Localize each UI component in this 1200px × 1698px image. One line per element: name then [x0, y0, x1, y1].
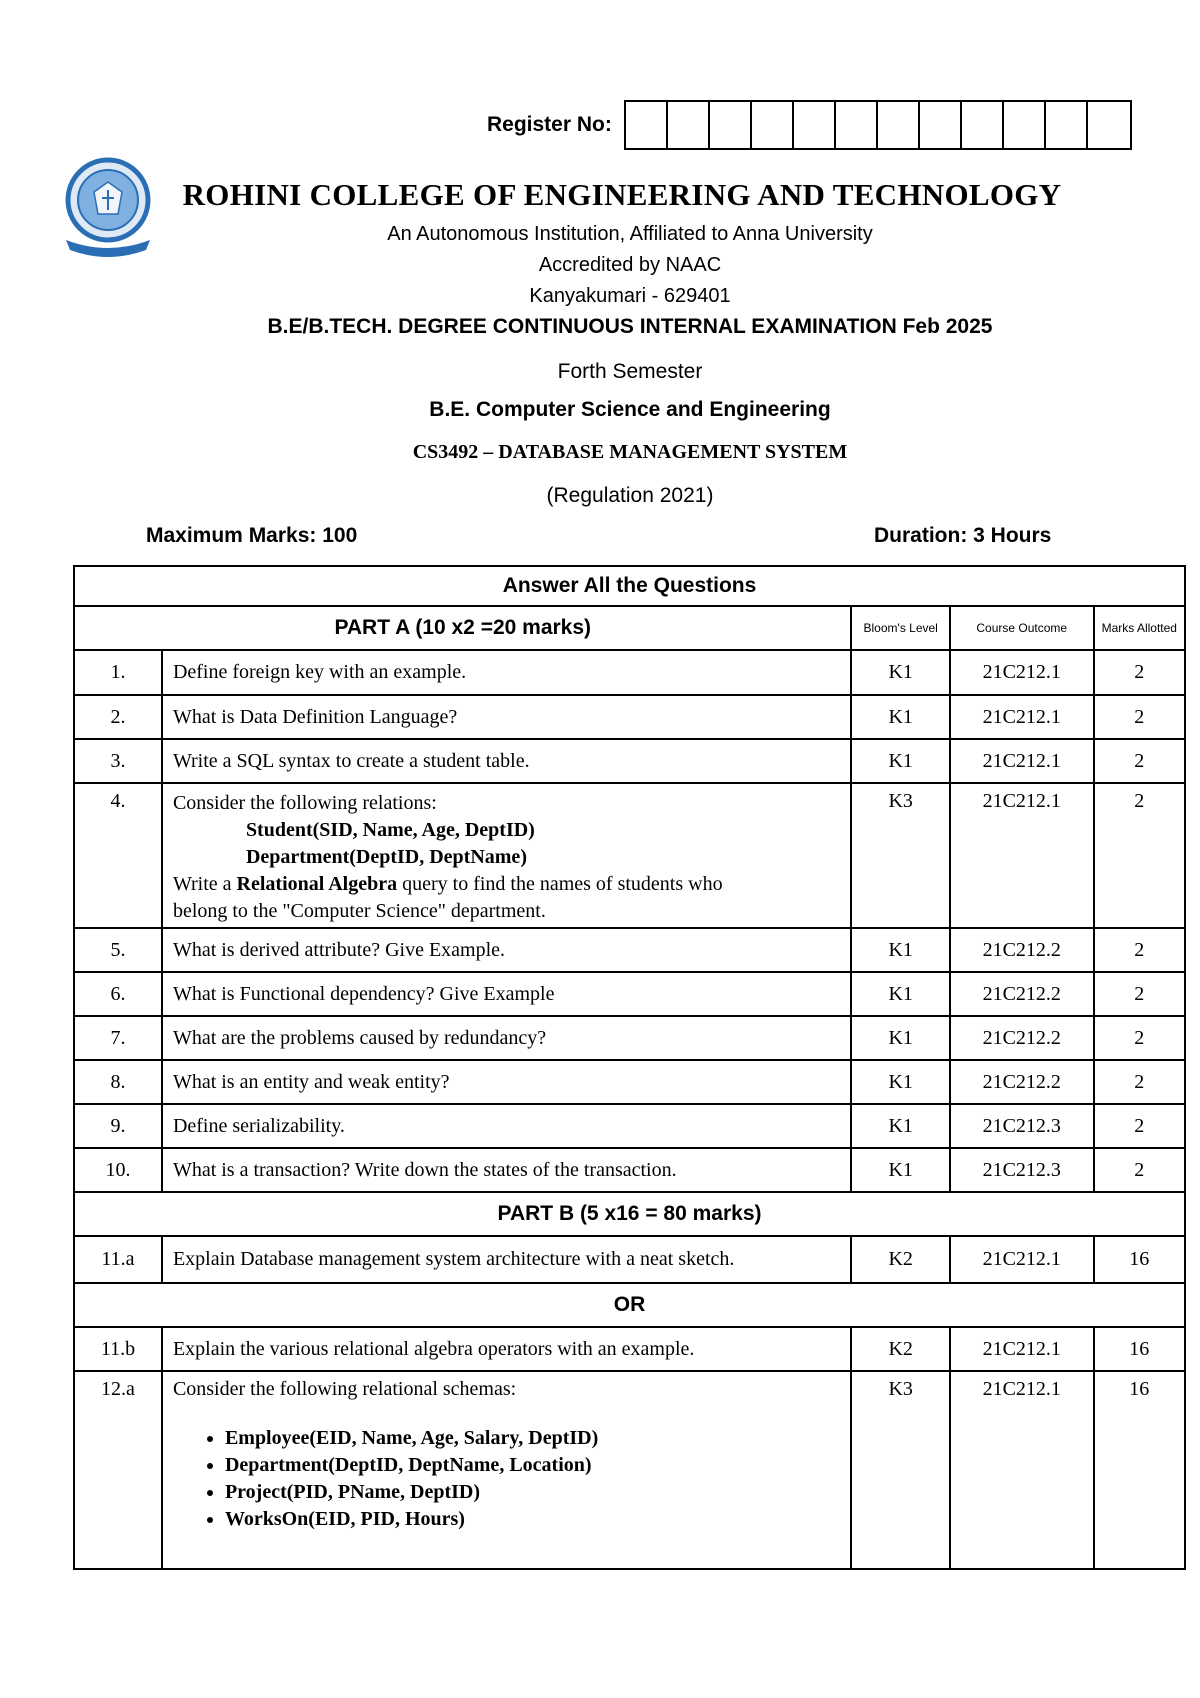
- question-number: 5.: [74, 928, 162, 972]
- blooms-level: K1: [851, 739, 949, 783]
- table-row: [74, 1060, 1185, 1104]
- blooms-level: K1: [851, 695, 949, 739]
- list-item: • Project(PID, PName, DeptID): [225, 1479, 841, 1506]
- question-number: 1.: [74, 650, 162, 695]
- question-text: What are the problems caused by redundancy?: [162, 1016, 852, 1060]
- question-text: What is an entity and weak entity?: [162, 1060, 852, 1104]
- part-a-title: PART A (10 x2 =20 marks): [74, 606, 851, 650]
- marks: 2: [1094, 1016, 1185, 1060]
- q12a-intro: Consider the following relational schemas:: [172, 1378, 517, 1400]
- register-digit-box[interactable]: [710, 102, 752, 148]
- table-row: [74, 1236, 1185, 1283]
- register-number-boxes[interactable]: [624, 100, 1132, 150]
- question-number: 12.a: [74, 1371, 162, 1569]
- question-text: What is Functional dependency? Give Example: [162, 972, 852, 1016]
- q4-write-post: query to find the names of students who: [397, 873, 723, 895]
- register-digit-box[interactable]: [962, 102, 1004, 148]
- register-digit-box[interactable]: [1004, 102, 1046, 148]
- question-text: Define serializability.: [162, 1104, 852, 1148]
- blooms-level: K3: [851, 1371, 949, 1569]
- marks: 2: [1094, 1148, 1185, 1192]
- register-digit-box[interactable]: [878, 102, 920, 148]
- course-outcome-header: Course Outcome: [950, 606, 1094, 650]
- table-row: [74, 1327, 1185, 1371]
- duration: Duration: 3 Hours: [874, 524, 1052, 547]
- question-text: Explain the various relational algebra operators with an example.: [162, 1327, 852, 1371]
- answer-all-row: [74, 566, 1185, 606]
- marks: 2: [1094, 695, 1185, 739]
- semester: Forth Semester: [557, 360, 703, 383]
- college-name: ROHINI COLLEGE OF ENGINEERING AND TECHNOLOGY: [182, 177, 1062, 212]
- table-row: [74, 1104, 1185, 1148]
- marks: 16: [1094, 1327, 1185, 1371]
- question-number: 7.: [74, 1016, 162, 1060]
- table-row: [74, 739, 1185, 783]
- question-text: What is Data Definition Language?: [162, 695, 852, 739]
- question-table: [73, 565, 1186, 1570]
- register-digit-box[interactable]: [1088, 102, 1130, 148]
- affiliation-line: An Autonomous Institution, Affiliated to Anna University: [387, 223, 873, 245]
- q4-write-line: [173, 871, 841, 898]
- question-text: Write a SQL syntax to create a student table.: [162, 739, 852, 783]
- register-digit-box[interactable]: [1046, 102, 1088, 148]
- q4-write-bold: Relational Algebra: [236, 873, 398, 895]
- blooms-level: K1: [851, 972, 949, 1016]
- marks: 2: [1094, 1104, 1185, 1148]
- register-number-label: Register No:: [487, 113, 612, 136]
- blooms-level: K1: [851, 650, 949, 695]
- question-number: 4.: [74, 783, 162, 928]
- course-outcome: 21C212.2: [950, 972, 1094, 1016]
- list-item: • Employee(EID, Name, Age, Salary, DeptID): [225, 1425, 841, 1452]
- register-number-block: [487, 100, 1132, 150]
- department: B.E. Computer Science and Engineering: [429, 398, 831, 421]
- question-number: 10.: [74, 1148, 162, 1192]
- answer-all-heading: Answer All the Questions: [74, 566, 1185, 606]
- marks: 2: [1094, 1060, 1185, 1104]
- regulation: (Regulation 2021): [546, 484, 714, 507]
- blooms-level: K1: [851, 928, 949, 972]
- course-outcome: 21C212.1: [950, 1236, 1094, 1283]
- blooms-level: K1: [851, 1016, 949, 1060]
- question-number: 11.b: [74, 1327, 162, 1371]
- course-outcome: 21C212.2: [950, 1060, 1094, 1104]
- question-text: Explain Database management system architecture with a neat sketch.: [162, 1236, 852, 1283]
- blooms-level: K2: [851, 1327, 949, 1371]
- table-row: [74, 650, 1185, 695]
- q4-intro: Consider the following relations:: [172, 792, 437, 814]
- question-number: 11.a: [74, 1236, 162, 1283]
- location-line: Kanyakumari - 629401: [529, 285, 731, 307]
- marks: 2: [1094, 783, 1185, 928]
- table-row: [74, 783, 1185, 928]
- marks-allotted-header: Marks Allotted: [1094, 606, 1185, 650]
- question-number: 6.: [74, 972, 162, 1016]
- question-text: [162, 783, 852, 928]
- marks: 16: [1094, 1236, 1185, 1283]
- list-item: • Department(DeptID, DeptName, Location): [225, 1452, 841, 1479]
- register-digit-box[interactable]: [752, 102, 794, 148]
- marks: 2: [1094, 739, 1185, 783]
- list-item: • WorksOn(EID, PID, Hours): [225, 1506, 841, 1533]
- marks: 2: [1094, 650, 1185, 695]
- table-row: [74, 695, 1185, 739]
- question-number: 3.: [74, 739, 162, 783]
- table-row: [74, 1371, 1185, 1569]
- question-text: [162, 1371, 852, 1569]
- table-row: [74, 972, 1185, 1016]
- q4-relation-department: Department(DeptID, DeptName): [245, 846, 527, 868]
- marks: 2: [1094, 928, 1185, 972]
- course-outcome: 21C212.1: [950, 1327, 1094, 1371]
- register-digit-box[interactable]: [920, 102, 962, 148]
- accreditation-line: Accredited by NAAC: [538, 254, 722, 276]
- q4-write-pre: Write a: [172, 873, 237, 895]
- blooms-level: K3: [851, 783, 949, 928]
- exam-title: B.E/B.TECH. DEGREE CONTINUOUS INTERNAL EXAMINATION Feb 2025: [267, 315, 993, 338]
- course-outcome: 21C212.1: [950, 695, 1094, 739]
- or-label: OR: [74, 1283, 1185, 1327]
- part-b-header-row: [74, 1192, 1185, 1236]
- blooms-level: K2: [851, 1236, 949, 1283]
- marks: 16: [1094, 1371, 1185, 1569]
- blooms-level: K1: [851, 1148, 949, 1192]
- question-number: 9.: [74, 1104, 162, 1148]
- register-digit-box[interactable]: [836, 102, 878, 148]
- part-b-title: PART B (5 x16 = 80 marks): [74, 1192, 1185, 1236]
- course-outcome: 21C212.1: [950, 739, 1094, 783]
- maximum-marks: Maximum Marks: 100: [146, 524, 358, 547]
- question-text: What is a transaction? Write down the states of the transaction.: [162, 1148, 852, 1192]
- marks: 2: [1094, 972, 1185, 1016]
- or-row: [74, 1283, 1185, 1327]
- question-text: What is derived attribute? Give Example.: [162, 928, 852, 972]
- blooms-level: K1: [851, 1104, 949, 1148]
- register-digit-box[interactable]: [668, 102, 710, 148]
- course-outcome: 21C212.1: [950, 783, 1094, 928]
- course-outcome: 21C212.1: [950, 650, 1094, 695]
- table-row: [74, 928, 1185, 972]
- blooms-level: K1: [851, 1060, 949, 1104]
- blooms-level-header: Bloom's Level: [851, 606, 949, 650]
- table-row: [74, 1016, 1185, 1060]
- table-row: [74, 1148, 1185, 1192]
- register-digit-box[interactable]: [626, 102, 668, 148]
- subject-title: CS3492 – DATABASE MANAGEMENT SYSTEM: [412, 441, 848, 463]
- course-outcome: 21C212.2: [950, 1016, 1094, 1060]
- part-a-header-row: [74, 606, 1185, 650]
- relation-list: [173, 1425, 841, 1533]
- question-text: Define foreign key with an example.: [162, 650, 852, 695]
- register-digit-box[interactable]: [794, 102, 836, 148]
- course-outcome: 21C212.2: [950, 928, 1094, 972]
- question-number: 8.: [74, 1060, 162, 1104]
- q4-last-line: belong to the "Computer Science" department.: [172, 900, 546, 922]
- question-number: 2.: [74, 695, 162, 739]
- course-outcome: 21C212.3: [950, 1104, 1094, 1148]
- q4-relation-student: Student(SID, Name, Age, DeptID): [245, 819, 535, 841]
- course-outcome: 21C212.3: [950, 1148, 1094, 1192]
- course-outcome: 21C212.1: [950, 1371, 1094, 1569]
